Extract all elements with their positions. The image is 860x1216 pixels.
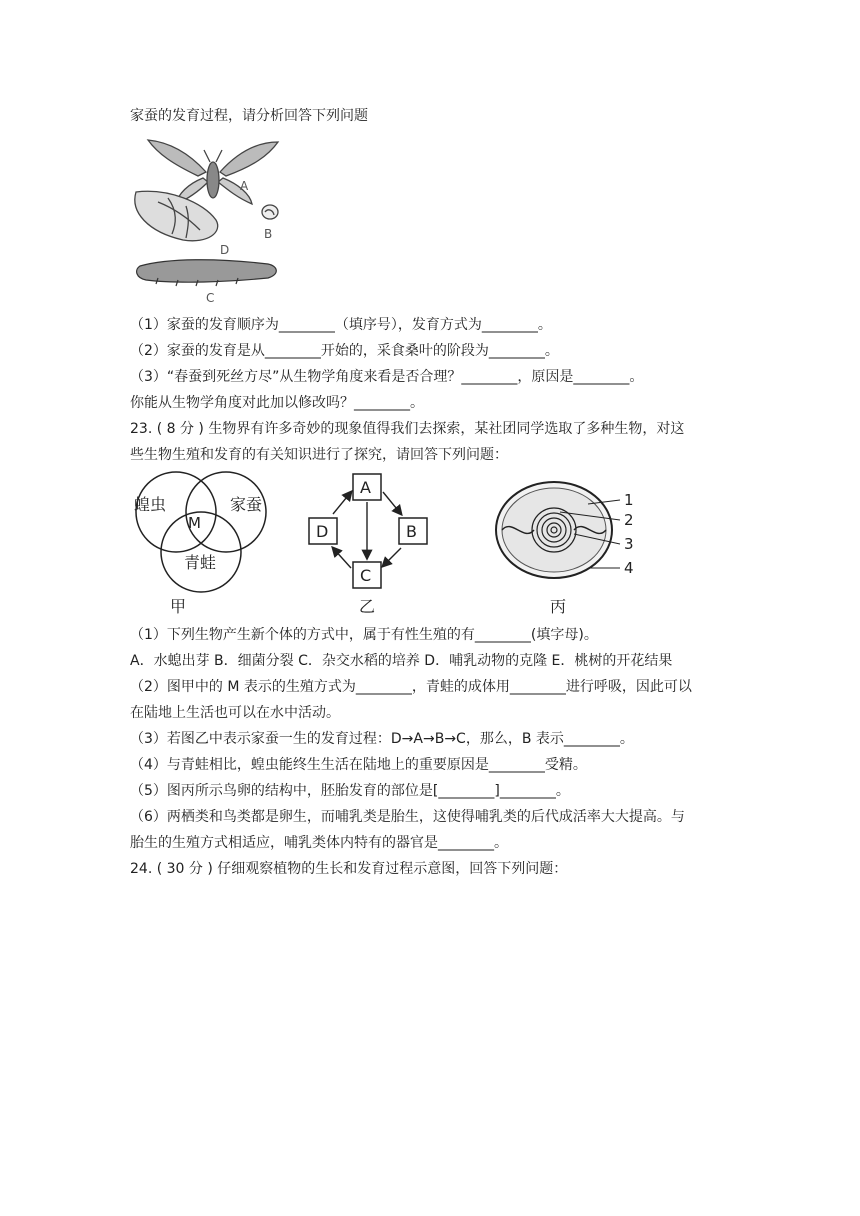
label-d: D <box>220 243 230 257</box>
q24-header: 24. ( 30 分 ) 仔细观察植物的生长和发育过程示意图，回答下列问题： <box>130 861 568 877</box>
egg-label-3: 3 <box>624 535 634 553</box>
q23-line-7: （5）图丙所示鸟卵的结构中，胚胎发育的部位是[________]________。 <box>130 783 570 799</box>
egg-label-4: 4 <box>624 559 634 577</box>
q22-line-2: （2）家蚕的发育是从________开始的，采食桑叶的阶段为________。 <box>130 343 559 359</box>
venn-label-frog: 青蛙 <box>184 553 217 572</box>
q23-line-1: （1）下列生物产生新个体的方式中，属于有性生殖的有________(填字母)。 <box>130 627 598 643</box>
pupa-cocoon-drawing <box>135 191 218 240</box>
q23-line-8: （6）两栖类和鸟类都是卵生，而哺乳类是胎生，这使得哺乳类的后代成活率大大提高。与 <box>130 809 685 825</box>
egg-label-2: 2 <box>624 511 634 529</box>
q22-line-1: （1）家蚕的发育顺序为________（填序号），发育方式为________。 <box>130 317 552 333</box>
q23-line-6: （4）与青蛙相比，蝗虫能终生生活在陆地上的重要原因是________受精。 <box>130 757 587 773</box>
silkworm-lifecycle-figure <box>128 132 298 310</box>
caption-jia: 甲 <box>170 597 187 616</box>
egg-label-1: 1 <box>624 491 634 509</box>
q23-line-4: 在陆地上生活也可以在水中活动。 <box>130 705 340 721</box>
box-b: B <box>406 522 417 541</box>
q22-line-4: 你能从生物学角度对此加以修改吗？________。 <box>130 395 424 411</box>
caption-bing: 丙 <box>550 597 567 616</box>
q22-line-3: （3）“春蚕到死丝方尽”从生物学角度来看是否合理？________，原因是________。 <box>130 369 644 385</box>
cycle-diagram-yi <box>305 470 445 620</box>
venn-diagram-jia <box>126 470 276 620</box>
caption-yi: 乙 <box>359 597 376 616</box>
q23-line-5: （3）若图乙中表示家蚕一生的发育过程：D→A→B→C，那么，B 表示________。 <box>130 731 634 747</box>
venn-label-silkworm: 家蚕 <box>230 495 263 514</box>
q23-header-1: 23. ( 8 分 ) 生物界有许多奇妙的现象值得我们去探索，某社团同学选取了多种生物，对这 <box>130 421 685 437</box>
larva-caterpillar-drawing <box>137 260 277 286</box>
intro-text: 家蚕的发育过程，请分析回答下列问题 <box>130 108 368 124</box>
q23-line-2: A．水螅出芽 B．细菌分裂 C．杂交水稻的培养 D．哺乳动物的克隆 E．桃树的开花结果 <box>130 653 673 669</box>
box-d: D <box>316 522 329 541</box>
label-b: B <box>264 227 273 241</box>
label-a: A <box>240 179 249 193</box>
venn-label-locust: 蝗虫 <box>134 495 167 514</box>
q23-header-2: 些生物生殖和发育的有关知识进行了探究，请回答下列问题： <box>130 447 508 463</box>
venn-label-m: M <box>188 514 201 532</box>
egg-drawing <box>262 205 278 219</box>
bird-egg-diagram-bing <box>494 472 654 620</box>
box-c: C <box>360 566 372 585</box>
q23-line-3: （2）图甲中的 M 表示的生殖方式为________，青蛙的成体用________进行呼吸，因此可以 <box>130 679 692 695</box>
box-a: A <box>360 478 371 497</box>
label-c: C <box>206 291 215 305</box>
q23-line-9: 胎生的生殖方式相适应，哺乳类体内特有的器官是________。 <box>130 835 508 851</box>
